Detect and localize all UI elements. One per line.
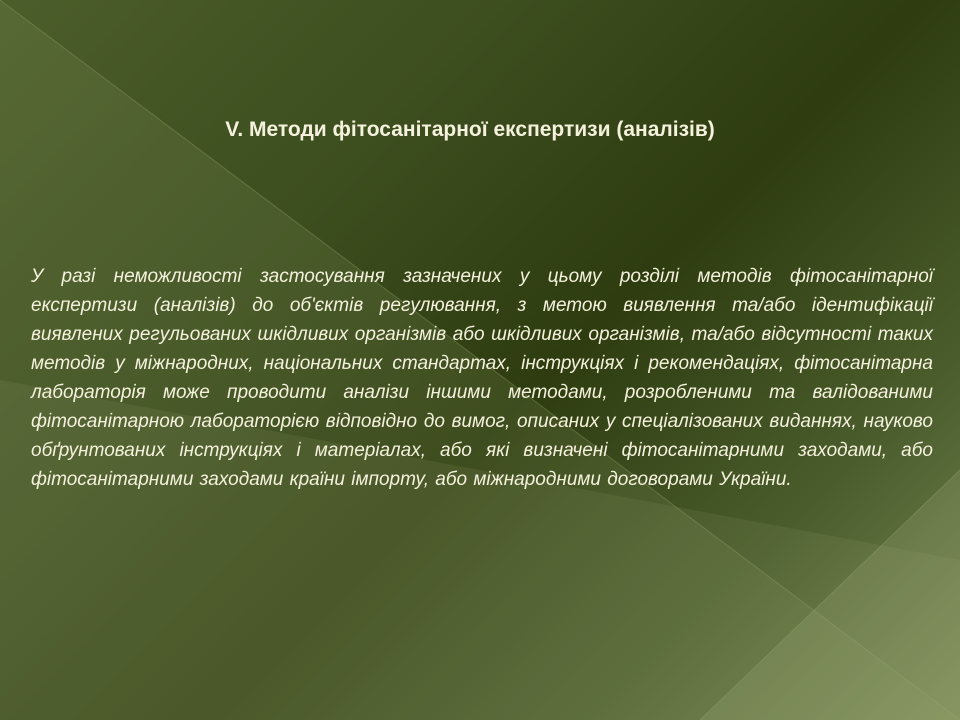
slide-body-text: У разі неможливості застосування зазначених у цьому розділі методів фітосанітарної експертизи (аналізів) до об'єктів регулювання, з метою виявлення та/або ідентифікації виявлених регульованих шкідливих організмів або шкідливих організмів, та/або відсутності таких методів у міжнародних, національних стандартах, інструкціях і рекомендаціях, фітосанітарна лабораторія може проводити аналізи іншими методами, розробленими та валідованими фітосанітарною лабораторією відповідно до вимог, описаних у спеціалізованих виданнях, науково обґрунтованих інструкціях і матеріалах, або які визначені фітосанітарними заходами, або фітосанітарними заходами країни імпорту, або міжнародними договорами України. [31,266,933,490]
slide-title: V. Методи фітосанітарної експертизи (аналізів) [225,118,715,141]
